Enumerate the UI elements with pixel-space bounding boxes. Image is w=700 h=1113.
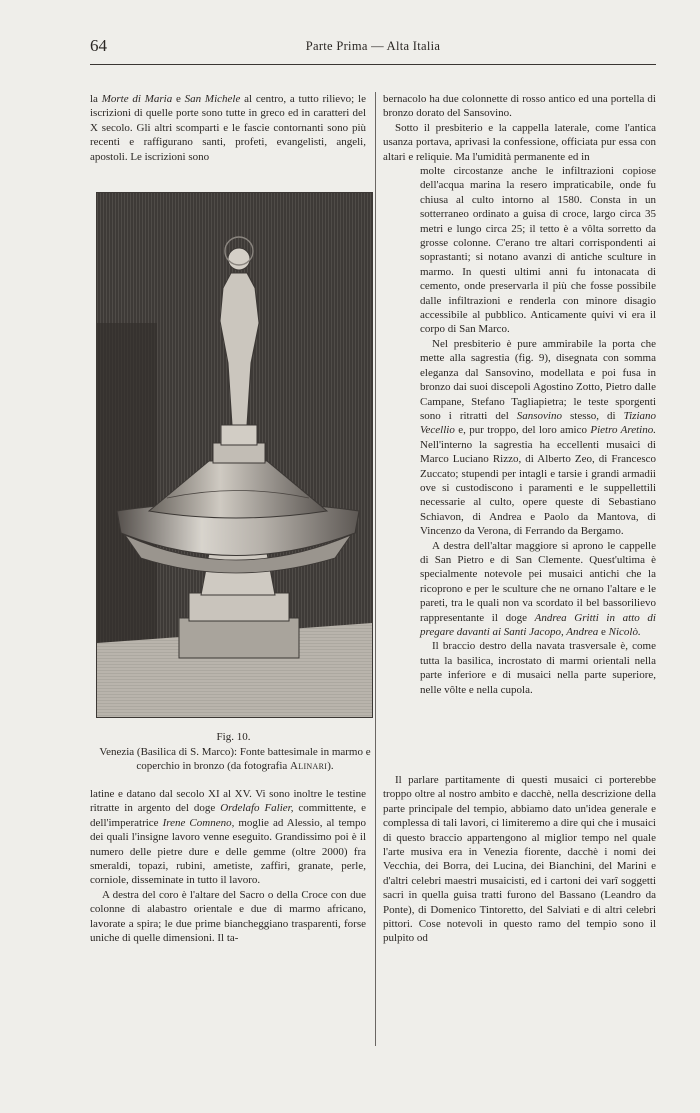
italic-run: Sansovino <box>516 409 562 422</box>
paragraph: A destra del coro è l'altare del Sacro o della Croce con due colonne di alabastro orientale e due di marmo africano, lavorate a spira; le due prime biancheggiano trasparenti, forse uniche di quelle dimensioni. Il ta- <box>90 888 366 945</box>
italic-run: Irene Comneno, <box>162 816 235 829</box>
caption-credit: Alinari <box>290 760 328 773</box>
left-column-top <box>90 92 366 164</box>
italic-run: San Michele <box>184 93 241 105</box>
text-run: latine e datano dal secolo XI al XV. Vi sono inoltre le testine ritratte in argento del doge <box>90 788 366 815</box>
header-rule <box>90 64 656 65</box>
text-run: Nel presbiterio è pure ammirabile la porta che mette alla sagrestia (fig. 9), disegnata con somma eleganza dal Sansovino, modellata e poi fusa in bronzo dai suoi discepoli Agostino Zotto, Pietro dalle Campane, Stefano Tagliapietra; le teste sporgenti sono i ritratti del <box>420 337 656 422</box>
text-run: stesso, di <box>562 409 624 422</box>
italic-run: Andrea Gritti in atto di pregare davanti ai Santi Jacopo, Andrea <box>420 611 656 638</box>
page-header <box>90 36 656 60</box>
figure-label: Fig. 10. <box>216 731 251 743</box>
text-run: Nell'interno la sagrestia ha eccellenti musaici di Marco Luciano Rizzo, di Alberto Zeo, di Francesco Zuccato; stupendi per intagli e tarsie i grandi armadii ove si custodiscono i paramenti e le suppellettili necessarie al culto, opere queste di Sebastiano Schiavon, di Andrea e Paolo da Mantova, di Vincenzo da Verona, di Ferrando da Bergamo. <box>420 438 656 538</box>
figure-caption <box>90 745 380 774</box>
paragraph: bernacolo ha due colonnette di rosso antico ed una portella di bronzo dorato del Sansovino. <box>383 93 656 120</box>
caption-text: ). <box>327 760 334 773</box>
text-run: committente, e dell'imperatrice <box>90 802 366 829</box>
right-column-top <box>383 92 656 164</box>
engraving-illustration <box>97 193 372 717</box>
italic-run: Ordelafo Falier, <box>220 802 294 815</box>
paragraph: Il braccio destro della navata trasversale è, come tutta la basilica, incrostato di marmi orientali nella parte inferiore e di musaici nella parte superiore, nelle vôlte e nella cupola. <box>420 640 656 696</box>
paragraph: Il parlare partitamente di questi musaici ci porterebbe troppo oltre al nostro ambito e dacchè, nella descrizione della parte principale del tempio, abbiamo dato un'idea generale e complessa di tali lavori, ci limiteremo a dire qui che i musaici di questo braccio appartengono al miglior tempo nel quale l'arte musiva era in Venezia fiorente, dacchè i nomi dei Vecchia, dei Borra, dei Lucina, dei Bianchini, del Marini e d'altri celebri maestri musaicisti, ed i cartoni dei varî soggetti sacri in quella guisa tratti furono del Bassano (Leandro da Ponte), di Domenico Tintoretto, del Salviati e di altri celebri pittori. Cose notevoli in questo ramo del tempio sono il pulpito od <box>383 774 656 945</box>
italic-run: Pietro Aretino. <box>590 424 656 437</box>
right-column-bottom <box>383 773 656 946</box>
paragraph: molte circostanze anche le infiltrazioni copiose dell'acqua marina la resero impraticabile, onde fu chiusa al culto intorno al 1580. Consta in un sotterraneo ordinato a guisa di croce, largo circa 35 metri e lungo circa 25; il tetto è a vôlta sorretto da grosse colonne. C'erano tre altari corrispondenti ai soprastanti; si notano avanzi di antiche sculture in marmo. In questi ultimi anni fu intonacata di cemento, onde preservarla il più che fosse possibile dalle infiltrazioni e renderla con minore disagio accessibile al pubblico. Anticamente quivi vi era il corpo di San Marco. <box>420 165 656 336</box>
text-run: e <box>172 93 185 105</box>
italic-run: Nicolò. <box>608 626 641 638</box>
text-run: la <box>90 93 102 105</box>
left-column-bottom <box>90 787 366 945</box>
text-run: A destra dell'altar maggiore si aprono le cappelle di San Pietro e di San Clemente. Quest'ultima è specialmente notevole pei musaici antichi che la ricoprono e per le sculture che ne ornano l'altare e le pareti, tra le quali non va scordato il bel bassorilievo rappresentante il doge <box>420 539 656 624</box>
text-run: moglie ad Alessio, al tempo dei quali l'insigne lavoro venne eseguito. Grandissimo poi è il numero delle pietre dure e delle gemme (oltre 2000) fra smeraldi, topazi, rubini, ametiste, zaffiri, granate, perle, corniole, disseminate in tutto il lavoro. <box>90 816 366 887</box>
text-run: e <box>598 626 609 638</box>
caption-text: Venezia (Basilica di S. Marco): Fonte battesimale in marmo e coperchio in bronzo (da fotografia <box>99 746 371 773</box>
page-number: 64 <box>90 36 107 55</box>
baptismal-font-engraving <box>96 192 373 718</box>
paragraph: Sotto il presbiterio e la cappella laterale, come l'antica usanza portava, aprivasi la confessione, officiata pur essa con altari e reliquie. Ma l'umidità permanente ed in <box>383 121 656 163</box>
column-divider <box>375 92 376 1046</box>
text-run: e, pur troppo, del loro amico <box>454 424 591 437</box>
italic-run: Tiziano Vecellio <box>420 409 656 437</box>
italic-run: Morte di Maria <box>101 93 173 105</box>
running-title: Parte Prima — Alta Italia <box>305 39 441 53</box>
right-column-middle <box>420 164 656 697</box>
text-run: al centro, a tutto rilievo; le iscrizioni di quelle porte sono tutte in greco ed in caratteri del X secolo. Gli altri scomparti e le fascie contornanti sono più recenti e raffigurano santi, profeti, evangelisti, angeli, apostoli. Le iscrizioni sono <box>90 93 366 163</box>
